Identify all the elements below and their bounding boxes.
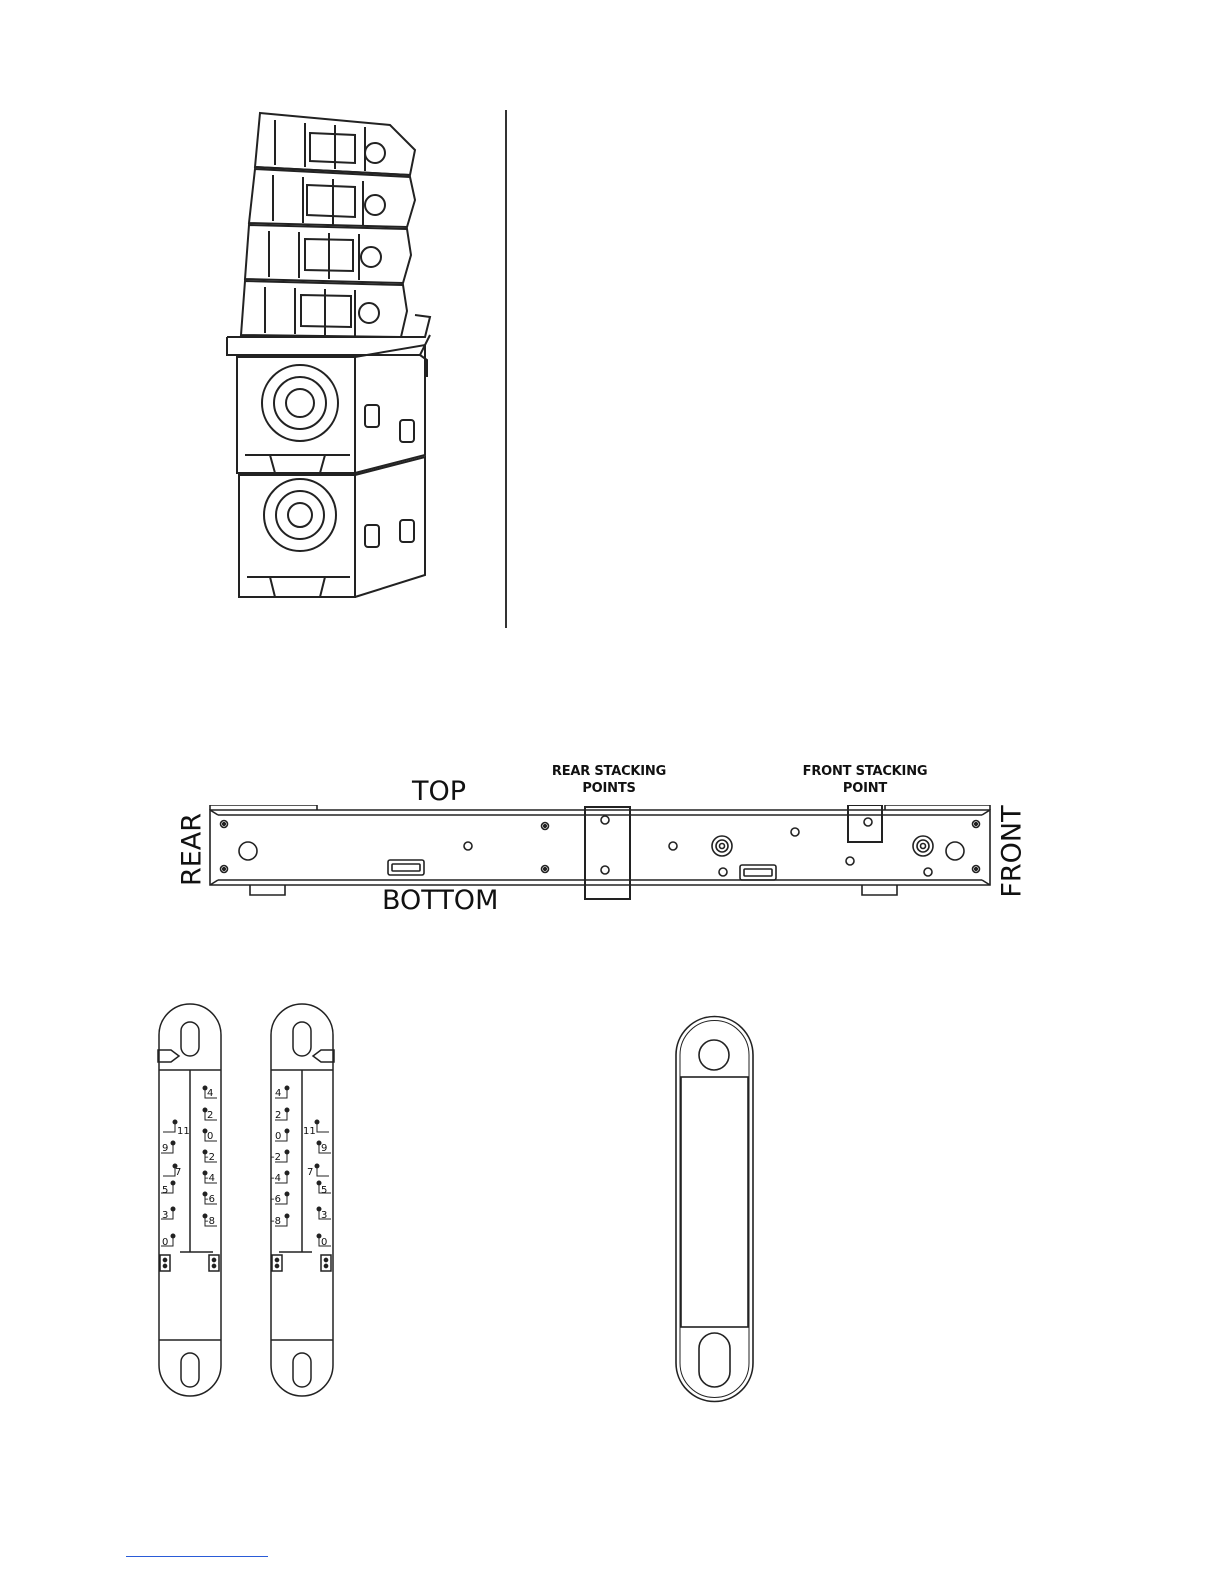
right-bar-left-scale-2: 0	[275, 1131, 282, 1142]
right-bar-right-scale-0: 11	[303, 1126, 316, 1137]
right-bar-left-scale-6: -8	[271, 1216, 281, 1227]
right-bar-left-scale-4: -4	[271, 1173, 281, 1184]
link-bar-plain-drawing	[672, 1015, 757, 1403]
left-bar-left-scale-2: 7	[175, 1167, 182, 1178]
plate-rear-label: REAR	[176, 812, 208, 887]
array-box-4	[241, 281, 407, 337]
left-bar-left-scale-3: 5	[162, 1185, 169, 1196]
footer-link-underline[interactable]	[126, 1556, 268, 1557]
left-bar-left-scale-0: 11	[177, 1126, 190, 1137]
left-bar-left-scale-4: 3	[162, 1210, 169, 1221]
left-bar-right-scale-6: -8	[205, 1216, 215, 1227]
right-bar-left-scale-0: 4	[275, 1088, 282, 1099]
subwoofer-2	[239, 457, 425, 597]
rigging-frame	[227, 315, 430, 377]
right-bar-right-scale-5: 0	[321, 1237, 328, 1248]
link-bar-left-drawing	[155, 1000, 225, 1402]
right-bar-right-scale-2: 7	[307, 1167, 314, 1178]
right-bar-right-scale-4: 3	[321, 1210, 328, 1221]
speaker-stack-drawing	[215, 105, 455, 610]
link-bar-plain	[672, 1015, 757, 1403]
rear-stacking-label: REAR STACKING POINTS	[551, 764, 667, 796]
right-bar-right-scale-1: 9	[321, 1143, 328, 1154]
right-bar-left-scale-5: -6	[271, 1194, 281, 1205]
array-box-1	[255, 113, 415, 175]
left-bar-right-scale-0: 4	[207, 1088, 214, 1099]
array-box-3	[245, 225, 411, 283]
left-bar-right-scale-1: 2	[207, 1110, 214, 1121]
vertical-divider	[505, 110, 507, 628]
link-bar-right	[267, 1000, 337, 1402]
left-bar-left-scale-1: 9	[162, 1143, 169, 1154]
plate-top-label: TOP	[412, 776, 467, 807]
left-bar-right-scale-4: -4	[205, 1173, 215, 1184]
link-bar-right-drawing	[267, 1000, 337, 1402]
right-bar-left-scale-3: -2	[271, 1152, 281, 1163]
right-bar-right-scale-3: 5	[321, 1185, 328, 1196]
link-bar-left	[155, 1000, 225, 1402]
rigging-plate-drawing	[200, 805, 1000, 905]
left-bar-right-scale-3: -2	[205, 1152, 215, 1163]
front-stacking-label: FRONT STACKING POINT	[802, 764, 928, 796]
left-bar-left-scale-5: 0	[162, 1237, 169, 1248]
left-bar-right-scale-2: 0	[207, 1131, 214, 1142]
plate-bottom-label: BOTTOM	[382, 885, 499, 916]
left-bar-right-scale-5: -6	[205, 1194, 215, 1205]
subwoofer-1	[237, 345, 425, 473]
speaker-stack-illustration	[215, 105, 455, 610]
array-box-2	[249, 169, 415, 227]
right-bar-left-scale-1: 2	[275, 1110, 282, 1121]
plate-front-label: FRONT	[996, 805, 1028, 898]
rigging-plate-side-view	[200, 805, 1000, 905]
